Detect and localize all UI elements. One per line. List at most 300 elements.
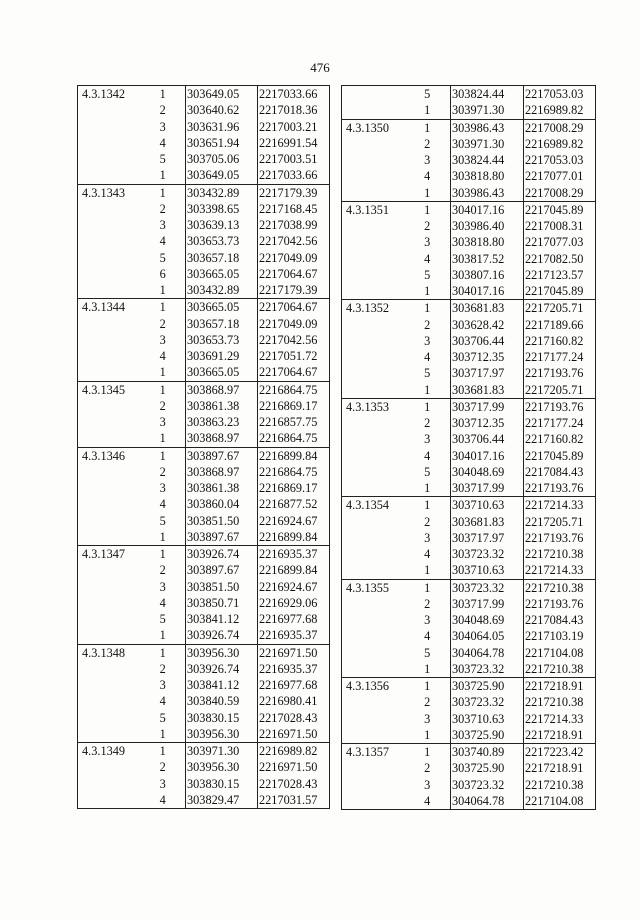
y-coordinate-cell: 2217064.67 [258, 299, 330, 316]
table-row [342, 579, 596, 596]
table-row [342, 267, 596, 283]
point-number-cell: 2 [424, 416, 431, 431]
y-coordinate-cell: 2217210.38 [524, 579, 596, 596]
parcel-id-cell: 4.3.1350 [342, 119, 405, 136]
point-number-cell: 4 [424, 448, 431, 463]
table-row [342, 317, 596, 333]
table-row [78, 776, 330, 792]
point-number-cell: 3 [159, 415, 166, 430]
y-coordinate-cell: 2217053.03 [524, 152, 596, 168]
x-coordinate-cell: 303986.43 [451, 119, 524, 136]
point-number-cell: 3 [424, 235, 431, 250]
table-row [342, 283, 596, 300]
y-coordinate-cell: 2217193.76 [524, 365, 596, 381]
table-row [78, 282, 330, 299]
point-number-cell: 5 [159, 152, 166, 167]
table-row [78, 299, 330, 316]
parcel-id-cell [342, 480, 405, 497]
y-coordinate-cell: 2216991.54 [258, 135, 330, 151]
parcel-id-cell: 4.3.1355 [342, 579, 405, 596]
x-coordinate-cell: 303971.30 [451, 102, 524, 119]
x-coordinate-cell: 303665.05 [186, 364, 258, 381]
x-coordinate-cell: 303651.94 [186, 135, 258, 151]
point-number-cell: 2 [159, 563, 166, 578]
point-number-cell: 1 [405, 678, 451, 695]
parcel-id-cell [78, 167, 141, 184]
parcel-id-cell [78, 151, 141, 167]
parcel-id-cell [78, 217, 141, 233]
table-row [78, 86, 330, 103]
table-row [78, 743, 330, 760]
parcel-id-cell [78, 480, 141, 496]
point-number-cell: 3 [424, 777, 431, 792]
y-coordinate-cell: 2217049.09 [258, 250, 330, 266]
y-coordinate-cell: 2217193.76 [524, 530, 596, 546]
x-coordinate-cell: 303710.63 [451, 497, 524, 514]
parcel-id-cell [78, 627, 141, 644]
table-row [78, 381, 330, 398]
x-coordinate-cell: 303850.71 [186, 595, 258, 611]
y-coordinate-cell: 2217038.99 [258, 217, 330, 233]
x-coordinate-cell: 303868.97 [186, 464, 258, 480]
table-row [78, 233, 330, 249]
y-coordinate-cell: 2217049.09 [258, 316, 330, 332]
table-row [78, 611, 330, 627]
parcel-id-cell [78, 677, 141, 693]
x-coordinate-cell: 303649.05 [186, 86, 258, 103]
y-coordinate-cell: 2216924.67 [258, 579, 330, 595]
table-row [78, 102, 330, 118]
x-coordinate-cell: 303897.67 [186, 562, 258, 578]
table-row [342, 480, 596, 497]
point-number-cell: 1 [405, 102, 451, 119]
table-row [78, 480, 330, 496]
x-coordinate-cell: 303824.44 [451, 86, 524, 103]
table-row [78, 250, 330, 266]
y-coordinate-cell: 2217223.42 [524, 744, 596, 761]
point-number-cell: 2 [424, 761, 431, 776]
parcel-id-cell: 4.3.1352 [342, 300, 405, 317]
y-coordinate-cell: 2217177.24 [524, 349, 596, 365]
table-row [342, 152, 596, 168]
parcel-id-cell [342, 448, 405, 464]
table-row [78, 201, 330, 217]
parcel-id-cell [78, 119, 141, 135]
parcel-id-cell [342, 152, 405, 168]
table-row [78, 348, 330, 364]
point-number-cell: 1 [405, 727, 451, 744]
table-row [78, 447, 330, 464]
x-coordinate-cell: 303971.30 [186, 743, 258, 760]
parcel-id-cell: 4.3.1344 [78, 299, 141, 316]
parcel-id-cell [78, 398, 141, 414]
point-number-cell: 1 [141, 644, 186, 661]
x-coordinate-cell: 303691.29 [186, 348, 258, 364]
y-coordinate-cell: 2217160.82 [524, 431, 596, 447]
x-coordinate-cell: 304064.78 [451, 793, 524, 810]
point-number-cell: 1 [141, 381, 186, 398]
coordinates-table-left [77, 85, 330, 809]
point-number-cell: 1 [141, 184, 186, 201]
point-number-cell: 2 [159, 103, 166, 118]
parcel-id-cell [342, 727, 405, 744]
y-coordinate-cell: 2217084.43 [524, 464, 596, 480]
parcel-id-cell [78, 529, 141, 546]
x-coordinate-cell: 303851.50 [186, 579, 258, 595]
y-coordinate-cell: 2216864.75 [258, 430, 330, 447]
table-row [78, 266, 330, 282]
x-coordinate-cell: 303717.97 [451, 530, 524, 546]
x-coordinate-cell: 303986.43 [451, 185, 524, 202]
table-row [78, 316, 330, 332]
y-coordinate-cell: 2216971.50 [258, 759, 330, 775]
y-coordinate-cell: 2216989.82 [258, 743, 330, 760]
x-coordinate-cell: 303725.90 [451, 760, 524, 776]
parcel-id-cell [78, 233, 141, 249]
parcel-id-cell [78, 364, 141, 381]
y-coordinate-cell: 2217104.08 [524, 645, 596, 661]
parcel-id-cell [342, 562, 405, 579]
table-row [78, 710, 330, 726]
table-row [342, 661, 596, 678]
x-coordinate-cell: 303628.42 [451, 317, 524, 333]
table-row [342, 251, 596, 267]
y-coordinate-cell: 2216864.75 [258, 381, 330, 398]
x-coordinate-cell: 303653.73 [186, 233, 258, 249]
x-coordinate-cell: 303723.32 [451, 546, 524, 562]
table-row [342, 201, 596, 218]
x-coordinate-cell: 304017.16 [451, 283, 524, 300]
parcel-id-cell [342, 530, 405, 546]
page-number: 476 [310, 60, 330, 75]
x-coordinate-cell: 303706.44 [451, 333, 524, 349]
point-number-cell: 5 [424, 464, 431, 479]
parcel-id-cell [78, 496, 141, 512]
x-coordinate-cell: 303841.12 [186, 677, 258, 693]
x-coordinate-cell: 303717.99 [451, 596, 524, 612]
parcel-id-cell [78, 102, 141, 118]
y-coordinate-cell: 2216977.68 [258, 611, 330, 627]
point-number-cell: 1 [405, 398, 451, 415]
parcel-id-cell [342, 711, 405, 727]
table-row [342, 678, 596, 695]
x-coordinate-cell: 303860.04 [186, 496, 258, 512]
point-number-cell: 1 [141, 167, 186, 184]
y-coordinate-cell: 2217214.33 [524, 711, 596, 727]
table-row [78, 726, 330, 743]
y-coordinate-cell: 2217104.08 [524, 793, 596, 810]
point-number-cell: 1 [141, 282, 186, 299]
table-row [78, 693, 330, 709]
point-number-cell: 1 [405, 201, 451, 218]
table-row [78, 135, 330, 151]
point-number-cell: 1 [405, 480, 451, 497]
y-coordinate-cell: 2216869.17 [258, 480, 330, 496]
parcel-id-cell [78, 693, 141, 709]
table-row [342, 645, 596, 661]
x-coordinate-cell: 303706.44 [451, 431, 524, 447]
table-row [78, 546, 330, 563]
y-coordinate-cell: 2217018.36 [258, 102, 330, 118]
parcel-id-cell [78, 579, 141, 595]
y-coordinate-cell: 2217033.66 [258, 167, 330, 184]
y-coordinate-cell: 2217064.67 [258, 266, 330, 282]
y-coordinate-cell: 2216899.84 [258, 529, 330, 546]
point-number-cell: 4 [159, 694, 166, 709]
point-number-cell: 1 [405, 283, 451, 300]
point-number-cell: 3 [159, 481, 166, 496]
y-coordinate-cell: 2217045.89 [524, 448, 596, 464]
x-coordinate-cell: 303681.83 [451, 382, 524, 399]
parcel-id-cell: 4.3.1348 [78, 644, 141, 661]
parcel-id-cell: 4.3.1342 [78, 86, 141, 103]
table-row [342, 102, 596, 119]
table-row [342, 530, 596, 546]
parcel-id-cell [342, 612, 405, 628]
y-coordinate-cell: 2217045.89 [524, 283, 596, 300]
point-number-cell: 4 [141, 792, 186, 809]
table-row [342, 760, 596, 776]
parcel-id-cell [78, 661, 141, 677]
y-coordinate-cell: 2217218.91 [524, 678, 596, 695]
point-number-cell: 5 [159, 250, 166, 265]
parcel-id-cell [78, 776, 141, 792]
x-coordinate-cell: 303817.52 [451, 251, 524, 267]
parcel-id-cell [342, 514, 405, 530]
table-row [342, 596, 596, 612]
table-row [342, 793, 596, 810]
point-number-cell: 2 [159, 760, 166, 775]
table-row [342, 694, 596, 710]
parcel-id-cell [78, 316, 141, 332]
point-number-cell: 1 [405, 185, 451, 202]
parcel-id-cell [78, 266, 141, 282]
y-coordinate-cell: 2216857.75 [258, 414, 330, 430]
x-coordinate-cell: 303712.35 [451, 349, 524, 365]
y-coordinate-cell: 2217008.29 [524, 119, 596, 136]
x-coordinate-cell: 303897.67 [186, 529, 258, 546]
point-number-cell: 2 [424, 317, 431, 332]
parcel-id-cell [78, 611, 141, 627]
parcel-id-cell [342, 317, 405, 333]
parcel-id-cell [78, 464, 141, 480]
point-number-cell: 2 [424, 514, 431, 529]
x-coordinate-cell: 304017.16 [451, 448, 524, 464]
point-number-cell: 5 [405, 86, 451, 103]
x-coordinate-cell: 303681.83 [451, 514, 524, 530]
parcel-id-cell [342, 645, 405, 661]
table-row [78, 398, 330, 414]
x-coordinate-cell: 303926.74 [186, 661, 258, 677]
parcel-id-cell: 4.3.1346 [78, 447, 141, 464]
parcel-id-cell: 4.3.1343 [78, 184, 141, 201]
table-row [342, 382, 596, 399]
y-coordinate-cell: 2217053.03 [524, 86, 596, 103]
table-row [78, 595, 330, 611]
x-coordinate-cell: 303956.30 [186, 644, 258, 661]
table-row [78, 167, 330, 184]
x-coordinate-cell: 303640.62 [186, 102, 258, 118]
point-number-cell: 3 [159, 218, 166, 233]
table-row [78, 644, 330, 661]
parcel-id-cell [342, 382, 405, 399]
parcel-id-cell [342, 86, 405, 103]
y-coordinate-cell: 2217003.51 [258, 151, 330, 167]
x-coordinate-cell: 303824.44 [451, 152, 524, 168]
table-row [78, 184, 330, 201]
y-coordinate-cell: 2216869.17 [258, 398, 330, 414]
table-row [78, 496, 330, 512]
y-coordinate-cell: 2217064.67 [258, 364, 330, 381]
x-coordinate-cell: 303681.83 [451, 300, 524, 317]
point-number-cell: 6 [159, 266, 166, 281]
y-coordinate-cell: 2217028.43 [258, 776, 330, 792]
point-number-cell: 4 [159, 234, 166, 249]
x-coordinate-cell: 303971.30 [451, 136, 524, 152]
parcel-id-cell [78, 430, 141, 447]
x-coordinate-cell: 303868.97 [186, 381, 258, 398]
table-row [342, 464, 596, 480]
table-row [342, 612, 596, 628]
point-number-cell: 3 [159, 579, 166, 594]
x-coordinate-cell: 303432.89 [186, 184, 258, 201]
point-number-cell: 5 [424, 267, 431, 282]
coordinates-table-right [341, 85, 596, 810]
x-coordinate-cell: 303717.99 [451, 480, 524, 497]
x-coordinate-cell: 303830.15 [186, 710, 258, 726]
parcel-id-cell [342, 596, 405, 612]
point-number-cell: 2 [424, 219, 431, 234]
table-row [342, 119, 596, 136]
point-number-cell: 2 [424, 596, 431, 611]
table-row [342, 448, 596, 464]
point-number-cell: 1 [405, 661, 451, 678]
table-row [342, 136, 596, 152]
x-coordinate-cell: 303986.40 [451, 218, 524, 234]
table-row [78, 759, 330, 775]
parcel-id-cell [342, 251, 405, 267]
x-coordinate-cell: 303807.16 [451, 267, 524, 283]
table-row [342, 628, 596, 644]
point-number-cell: 1 [141, 726, 186, 743]
table-row [78, 464, 330, 480]
x-coordinate-cell: 303861.38 [186, 480, 258, 496]
y-coordinate-cell: 2217189.66 [524, 317, 596, 333]
y-coordinate-cell: 2216935.37 [258, 546, 330, 563]
point-number-cell: 4 [159, 135, 166, 150]
x-coordinate-cell: 303712.35 [451, 415, 524, 431]
point-number-cell: 4 [159, 349, 166, 364]
y-coordinate-cell: 2217214.33 [524, 497, 596, 514]
table-row [342, 365, 596, 381]
y-coordinate-cell: 2216929.06 [258, 595, 330, 611]
y-coordinate-cell: 2217082.50 [524, 251, 596, 267]
y-coordinate-cell: 2217218.91 [524, 727, 596, 744]
x-coordinate-cell: 303926.74 [186, 546, 258, 563]
parcel-id-cell [342, 431, 405, 447]
table-row [342, 497, 596, 514]
parcel-id-cell: 4.3.1357 [342, 744, 405, 761]
table-row [342, 431, 596, 447]
y-coordinate-cell: 2217031.57 [258, 792, 330, 809]
y-coordinate-cell: 2217028.43 [258, 710, 330, 726]
point-number-cell: 1 [141, 743, 186, 760]
parcel-id-cell [342, 234, 405, 250]
point-number-cell: 1 [405, 579, 451, 596]
point-number-cell: 4 [424, 251, 431, 266]
point-number-cell: 1 [405, 562, 451, 579]
x-coordinate-cell: 303723.32 [451, 777, 524, 793]
x-coordinate-cell: 303840.59 [186, 693, 258, 709]
y-coordinate-cell: 2217205.71 [524, 514, 596, 530]
x-coordinate-cell: 303665.05 [186, 299, 258, 316]
y-coordinate-cell: 2217214.33 [524, 562, 596, 579]
point-number-cell: 3 [424, 432, 431, 447]
x-coordinate-cell: 303717.99 [451, 398, 524, 415]
point-number-cell: 4 [424, 629, 431, 644]
parcel-id-cell [342, 661, 405, 678]
y-coordinate-cell: 2217179.39 [258, 282, 330, 299]
parcel-id-cell [342, 760, 405, 776]
x-coordinate-cell: 303926.74 [186, 627, 258, 644]
parcel-id-cell [342, 102, 405, 119]
parcel-id-cell [78, 135, 141, 151]
x-coordinate-cell: 303830.15 [186, 776, 258, 792]
table-row [342, 300, 596, 317]
table-row [78, 792, 330, 809]
y-coordinate-cell: 2217084.43 [524, 612, 596, 628]
x-coordinate-cell: 303818.80 [451, 234, 524, 250]
point-number-cell: 1 [141, 546, 186, 563]
point-number-cell: 3 [159, 776, 166, 791]
table-row [342, 727, 596, 744]
x-coordinate-cell: 303868.97 [186, 430, 258, 447]
y-coordinate-cell: 2217077.01 [524, 168, 596, 184]
point-number-cell: 1 [405, 300, 451, 317]
parcel-id-cell [78, 562, 141, 578]
y-coordinate-cell: 2216989.82 [524, 136, 596, 152]
point-number-cell: 3 [159, 332, 166, 347]
parcel-id-cell: 4.3.1349 [78, 743, 141, 760]
point-number-cell: 3 [424, 711, 431, 726]
point-number-cell: 3 [424, 530, 431, 545]
point-number-cell: 1 [141, 364, 186, 381]
parcel-id-cell: 4.3.1354 [342, 497, 405, 514]
point-number-cell: 4 [159, 497, 166, 512]
point-number-cell: 5 [159, 513, 166, 528]
table-row [342, 333, 596, 349]
y-coordinate-cell: 2217103.19 [524, 628, 596, 644]
x-coordinate-cell: 303861.38 [186, 398, 258, 414]
parcel-id-cell [342, 283, 405, 300]
point-number-cell: 1 [405, 119, 451, 136]
parcel-id-cell [78, 332, 141, 348]
point-number-cell: 1 [141, 529, 186, 546]
y-coordinate-cell: 2217033.66 [258, 86, 330, 103]
parcel-id-cell [342, 546, 405, 562]
parcel-id-cell [342, 267, 405, 283]
parcel-id-cell [78, 710, 141, 726]
y-coordinate-cell: 2216899.84 [258, 447, 330, 464]
parcel-id-cell [78, 595, 141, 611]
table-row [78, 430, 330, 447]
parcel-id-cell [342, 218, 405, 234]
point-number-cell: 1 [141, 86, 186, 103]
point-number-cell: 5 [424, 366, 431, 381]
point-number-cell: 1 [141, 627, 186, 644]
x-coordinate-cell: 303665.05 [186, 266, 258, 282]
point-number-cell: 3 [424, 333, 431, 348]
